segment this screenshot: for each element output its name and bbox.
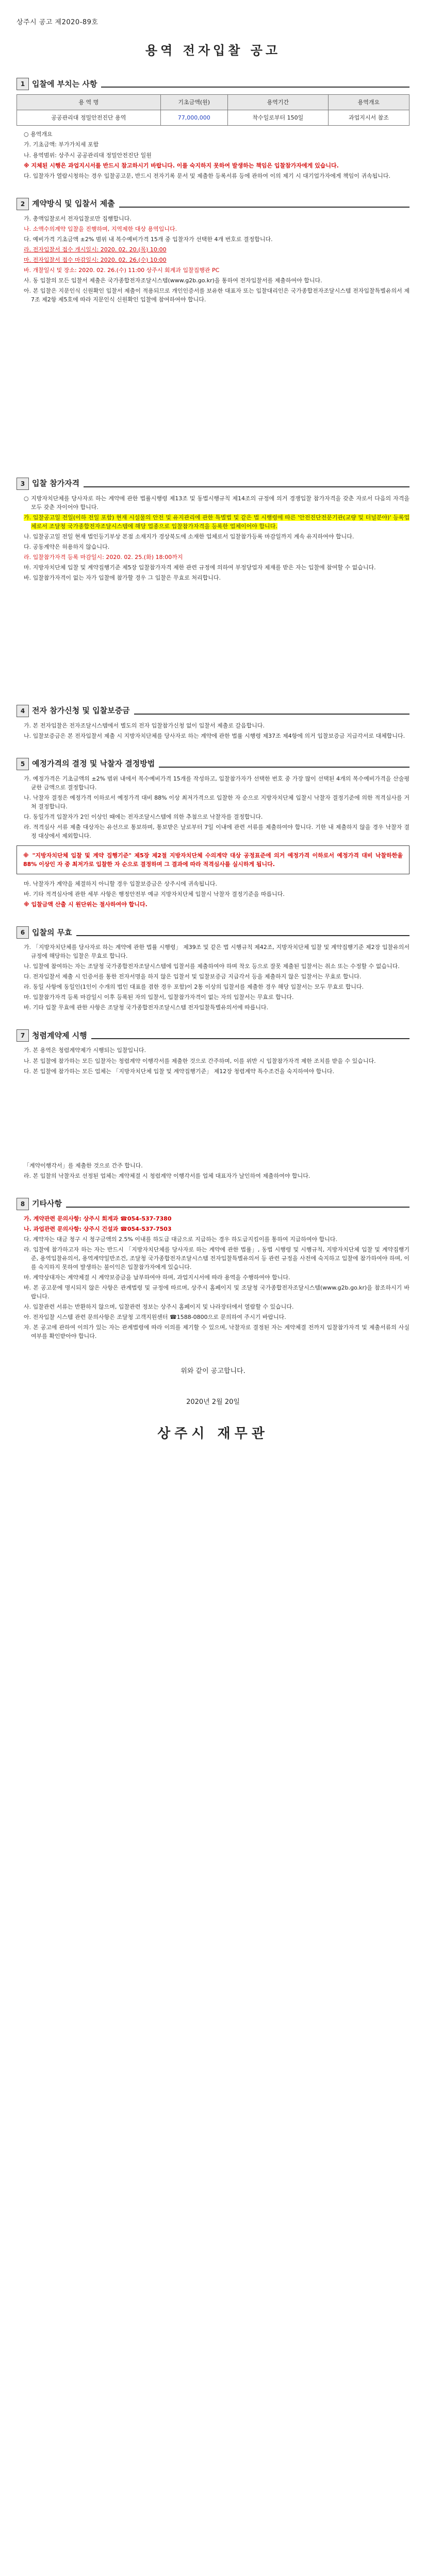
- section-6-heading: [17, 926, 409, 939]
- list-item: ○ 지방자치단체를 당사자로 하는 계약에 관한 법률시행령 제13조 및 동법시행규칙 제14조의 규정에 의거 경쟁입찰 참가자격을 갖춘 자로서 다음의 자격을 모두 갖춘 자이어야 합니다.: [24, 495, 409, 511]
- note-line-warning: ※ 지체된 시행은 과업지시서를 반드시 참고하시기 바랍니다. 이를 숙지하지 못하여 발생하는 책임은 입찰참가자에게 있습니다.: [24, 162, 339, 169]
- spacer: [17, 584, 409, 687]
- highlighted-text: 가. 입찰공고일 전일(이하 전일 포함) 현재 시설물의 안전 및 유지관리에 관한 특별법 및 같은 법 시행령에 따른 '안전진단전문기관(교량 및 터널분야)' 등록업체로서 조달청 국가종합전자조달시스템에 해당 업종으로 입찰참가자격을 등록한 업체이어야 합니다.: [24, 514, 409, 530]
- notice-number: 상주시 공고 제2020-89호: [17, 19, 99, 26]
- list-item: 라. 전자입찰서 접수 개시일시: 2020. 02. 20.(목) 10:00: [24, 246, 167, 253]
- list-item: 마. 지방자치단체 입찰 및 계약집행기준 제5장 입찰참가자격 제한 관련 규정에 의하여 부정당업자 제재를 받은 자는 입찰에 참여할 수 없습니다.: [24, 564, 376, 571]
- section-number: 3: [17, 478, 29, 490]
- list-item: 다. 동일가격 입찰자가 2인 이상인 때에는 전자조달시스템에 의한 추첨으로 낙찰자를 결정합니다.: [24, 813, 263, 820]
- section-1-heading: [17, 78, 409, 90]
- table-header: 용 역 명: [17, 95, 161, 110]
- table-cell-amount: 77,000,000: [160, 110, 227, 126]
- table-cell: 과업지시서 참조: [328, 110, 409, 126]
- list-item: 다. 계약자는 대금 청구 시 청구금액의 2.5% 이내를 하도급 대금으로 지급하는 경우 하도급지킴이를 통하여 지급하여야 합니다.: [24, 1235, 338, 1243]
- section-title: 입찰의 무효: [32, 927, 72, 937]
- list-item: 마. 전자입찰서 접수 마감일시: 2020. 02. 26.(수) 10:00: [24, 256, 167, 263]
- list-item: 나. 입찰공고일 전일 현재 법인등기부상 본점 소재지가 경상북도에 소재한 업체로서 입찰참가등록 마감일까지 계속 유지하여야 합니다.: [24, 533, 354, 540]
- table-header: 기초금액(원): [160, 95, 227, 110]
- section-5-heading: [17, 758, 409, 770]
- section-title: 입찰에 부치는 사항: [32, 79, 97, 89]
- section-rule: [119, 207, 409, 208]
- list-item: 다. 예비가격 기초금액 ±2% 범위 내 복수예비가격 15개 중 입찰자가 선택한 4개 번호로 결정합니다.: [24, 235, 273, 243]
- list-item: 사. 동 입찰의 모든 입찰서 제출은 국가종합전자조달시스템(www.g2b.go.kr)을 통하여 전자입찰서를 제출하여야 합니다.: [24, 277, 322, 284]
- bid-item-table: [17, 94, 409, 126]
- list-item: 라. 동일 사항에 동일인(1인이 수개의 법인 대표를 겸한 경우 포함)이 2통 이상의 입찰서를 제출한 경우 해당 입찰서는 모두 무효로 합니다.: [24, 984, 364, 991]
- spacer: [17, 306, 409, 460]
- section-3-heading: [17, 478, 409, 490]
- note-line: ○ 용역개요: [24, 131, 53, 138]
- section-title: 기타사항: [32, 1199, 62, 1209]
- section-number: 1: [17, 78, 29, 90]
- list-item: 라. 본 입찰의 낙찰자로 선정된 업체는 계약체결 시 청렴계약 이행각서를 업체 대표자가 날인하여 제출하여야 합니다.: [24, 1172, 310, 1179]
- closing-statement: 위와 같이 공고합니다.: [181, 1367, 245, 1376]
- list-item: 바. 개찰일시 및 장소: 2020. 02. 26.(수) 11:00 상주시 회계과 입찰집행관 PC: [24, 266, 220, 274]
- table-cell: 공공관리대 정밀안전진단 용역: [17, 110, 161, 126]
- list-item: 자. 본 공고에 관하여 이의가 있는 자는 관계법령에 따라 이의를 제기할 수 있으며, 낙찰자로 결정된 자는 계약체결 전까지 입찰참가자격 및 제출서류의 사실 여부를 확인받아야 합니다.: [24, 1324, 409, 1340]
- section-number: 8: [17, 1198, 29, 1210]
- list-item: 바. 입찰참가자격이 없는 자가 입찰에 참가할 경우 그 입찰은 무효로 처리합니다.: [24, 574, 221, 582]
- notice-box: ※ "지방자치단체 입찰 및 계약 집행기준" 제5장 제2절 지방자치단체 수의계약 대상 공정표준에 의거 예정가격 이하로서 예정가격 대비 낙찰하한율 88% 이상인 자 중 최저가로 입찰한 자 순으로 결정하며 그 결과에 따라 적격심사를 실시하게 됩니다.: [17, 845, 409, 874]
- list-item: 마. 낙찰자가 계약을 체결하지 아니할 경우 입찰보증금은 상주시에 귀속됩니다.: [24, 880, 217, 888]
- section-title: 전자 참가신청 및 입찰보증금: [32, 705, 130, 715]
- list-item: 다. 전자입찰서 제출 시 인증서를 통한 전자서명을 하지 않은 입찰서 및 입찰보증금 지급각서 등을 제출하지 않은 입찰서는 무효로 합니다.: [24, 973, 362, 980]
- notice-date: 2020년 2월 20일: [186, 1398, 240, 1406]
- section-4-heading: [17, 705, 409, 717]
- list-item: 라. 입찰참가자격 등록 마감일시: 2020. 02. 25.(화) 18:00까지: [24, 554, 183, 561]
- section-number: 7: [17, 1029, 29, 1042]
- list-item: 「계약이행각서」를 제출한 것으로 간주 합니다.: [24, 1162, 143, 1169]
- note-line: 나. 용역범위: 상주시 공공관리대 정밀안전진단 일원: [24, 151, 152, 159]
- list-item: 나. 입찰보증금은 본 전자입찰서 제출 시 지방자치단체를 당사자로 하는 계약에 관한 법률 시행령 제37조 제4항에 의거 입찰보증금 지급각서로 대체합니다.: [24, 732, 405, 739]
- section-title: 계약방식 및 입찰서 제출: [32, 199, 115, 209]
- list-item: 사. 입찰관련 서류는 반환하지 않으며, 입찰관련 정보는 상주시 홈페이지 및 나라장터에서 열람할 수 있습니다.: [24, 1303, 294, 1311]
- section-rule: [76, 935, 409, 936]
- list-item: 아. 전자입찰 시스템 관련 문의사항은 조달청 고객지원센터 ☎1588-0800으로 문의하여 주시기 바랍니다.: [24, 1314, 286, 1321]
- list-item: 마. 계약상대자는 계약체결 시 계약보증금을 납부하여야 하며, 과업지시서에 따라 용역을 수행하여야 합니다.: [24, 1274, 290, 1281]
- section-rule: [66, 1207, 409, 1208]
- list-item: 나. 입찰에 참여하는 자는 조달청 국가종합전자조달시스템에 입찰서를 제출하여야 하며 착오 등으로 잘못 제출된 입찰서는 취소 또는 수정할 수 없습니다.: [24, 963, 400, 970]
- section-rule: [134, 714, 409, 715]
- table-header: 용역기간: [227, 95, 328, 110]
- list-item: 다. 본 입찰에 참가하는 모든 업체는 「지방자치단체 입찰 및 계약집행기준」 제12장 청렴계약 특수조건을 숙지하여야 합니다.: [24, 1067, 334, 1075]
- contact-line: 나. 과업관련 문의사항: 상주시 건설과 ☎054-537-7503: [24, 1225, 172, 1232]
- section-title: 청렴계약제 시행: [32, 1030, 87, 1040]
- section-number: 2: [17, 198, 29, 210]
- list-item: 다. 공동계약은 허용하지 않습니다.: [24, 544, 110, 551]
- section-7-heading: [17, 1029, 409, 1042]
- list-item: [24, 513, 409, 531]
- list-item: 가. 「지방자치단체를 당사자로 하는 계약에 관한 법률 시행령」 제39조 및 같은 법 시행규칙 제42조, 지방자치단체 입찰 및 계약집행기준 제2장 입찰유의서 규정에 해당하는 입찰은 무효로 합니다.: [24, 944, 409, 960]
- table-row: [17, 110, 409, 126]
- spacer: [17, 1077, 409, 1160]
- section-rule: [91, 1038, 409, 1039]
- notice-document: [17, 18, 409, 1444]
- section-number: 6: [17, 926, 29, 939]
- page-title: 용역 전자입찰 공고: [145, 43, 281, 58]
- section-title: 입찰 참가자격: [32, 479, 80, 488]
- note-line: 가. 기초금액: 부가가치세 포함: [24, 141, 99, 148]
- list-item: 가. 본 용역은 청렴계약제가 시행되는 입찰입니다.: [24, 1047, 146, 1054]
- section-8-heading: [17, 1198, 409, 1210]
- section-rule: [84, 486, 409, 487]
- section-rule: [159, 767, 409, 768]
- list-item: 마. 입찰참가자격 등록 마감일시 이후 등록된 자의 입찰서, 입찰참가자격이 없는 자의 입찰서는 무효로 합니다.: [24, 994, 294, 1001]
- issuer-signature: 상주시 재무관: [157, 1426, 269, 1442]
- list-item: 가. 예정가격은 기초금액의 ±2% 범위 내에서 복수예비가격 15개를 작성하고, 입찰참가자가 선택한 번호 중 가장 많이 선택된 4개의 복수예비가격을 산술평균한 금액으로 결정합니다.: [24, 775, 409, 791]
- section-1-notes: [17, 130, 409, 180]
- list-item: 가. 본 전자입찰은 전자조달시스템에서 별도의 전자 입찰참가신청 없이 입찰서 제출로 갈음합니다.: [24, 722, 265, 729]
- list-item: 라. 입찰에 참가하고자 하는 자는 반드시 「지방자치단체를 당사자로 하는 계약에 관한 법률」, 동법 시행령 및 시행규칙, 지방자치단체 입찰 및 계약집행기준, 용역입찰유의서, 용역계약일반조건, 조달청 국가종합전자조달시스템 전자입찰특별유의서 등 관련 규정을 사전에 숙지하고 입찰에 참가하여야 하며, 이를 숙지하지 못하여 발생하는 불이익은 입찰참가자에게 있습니다.: [24, 1246, 409, 1270]
- list-item: 아. 본 입찰은 지문인식 신원확인 입찰서 제출이 적용되므로 개인인증서를 보유한 대표자 또는 입찰대리인은 국가종합전자조달시스템 전자입찰특별유의서 제7조 제2항 제5호에 따라 지문인식 신원확인 입찰에 참여하여야 합니다.: [24, 287, 409, 303]
- list-item: 가. 총액입찰로서 전자입찰로만 집행합니다.: [24, 215, 132, 222]
- contact-line: 가. 계약관련 문의사항: 상주시 회계과 ☎054-537-7380: [24, 1215, 172, 1222]
- table-cell: 착수일로부터 150일: [227, 110, 328, 126]
- list-item: 바. 기타 입찰 무효에 관한 사항은 조달청 국가종합전자조달시스템 전자입찰특별유의서에 따릅니다.: [24, 1004, 269, 1011]
- table-header-row: [17, 95, 409, 110]
- list-item: 나. 소액수의계약 입찰을 진행하며, 지역제한 대상 용역입니다.: [24, 225, 177, 232]
- note-line: 다. 입찰자가 열람시청하는 경우 입찰공고문, 반드시 전자기록 문서 및 제출한 등록서류 등에 관하여 이의 제기 시 대기업가자에게 책임이 귀속됩니다.: [24, 172, 390, 179]
- section-number: 4: [17, 705, 29, 717]
- section-rule: [101, 87, 409, 88]
- list-item: 나. 낙찰자 결정은 예정가격 이하로서 예정가격 대비 88% 이상 최저가격으로 입찰한 자 순으로 지방자치단체 입찰시 낙찰자 결정기준에 의한 적격심사를 거쳐 결정합니다.: [24, 794, 409, 810]
- section-2-heading: [17, 198, 409, 210]
- section-number: 5: [17, 758, 29, 770]
- list-item: 라. 적격심사 서류 제출 대상자는 유선으로 통보하며, 통보받은 날로부터 7일 이내에 관련 서류를 제출하여야 합니다. 기한 내 제출하지 않을 경우 낙찰자 결정 대상에서 제외합니다.: [24, 823, 409, 839]
- list-item: 나. 본 입찰에 참가하는 모든 입찰자는 청렴계약 이행각서를 제출한 것으로 간주하며, 이를 위반 시 입찰참가자격 제한 조치를 받을 수 있습니다.: [24, 1057, 376, 1064]
- table-header: 용역개요: [328, 95, 409, 110]
- list-item: 바. 기타 적격심사에 관한 세부 사항은 행정안전부 예규 지방자치단체 입찰시 낙찰자 결정기준을 따릅니다.: [24, 891, 285, 898]
- list-item: 바. 본 공고문에 명시되지 않은 사항은 관계법령 및 규정에 따르며, 상주시 홈페이지 및 조달청 국가종합전자조달시스템(www.g2b.go.kr)을 참조하시기 바랍니다.: [24, 1284, 409, 1300]
- list-item-warning: ※ 입찰금액 산출 시 원단위는 절사하여야 합니다.: [24, 901, 148, 908]
- section-title: 예정가격의 결정 및 낙찰자 결정방법: [32, 758, 155, 768]
